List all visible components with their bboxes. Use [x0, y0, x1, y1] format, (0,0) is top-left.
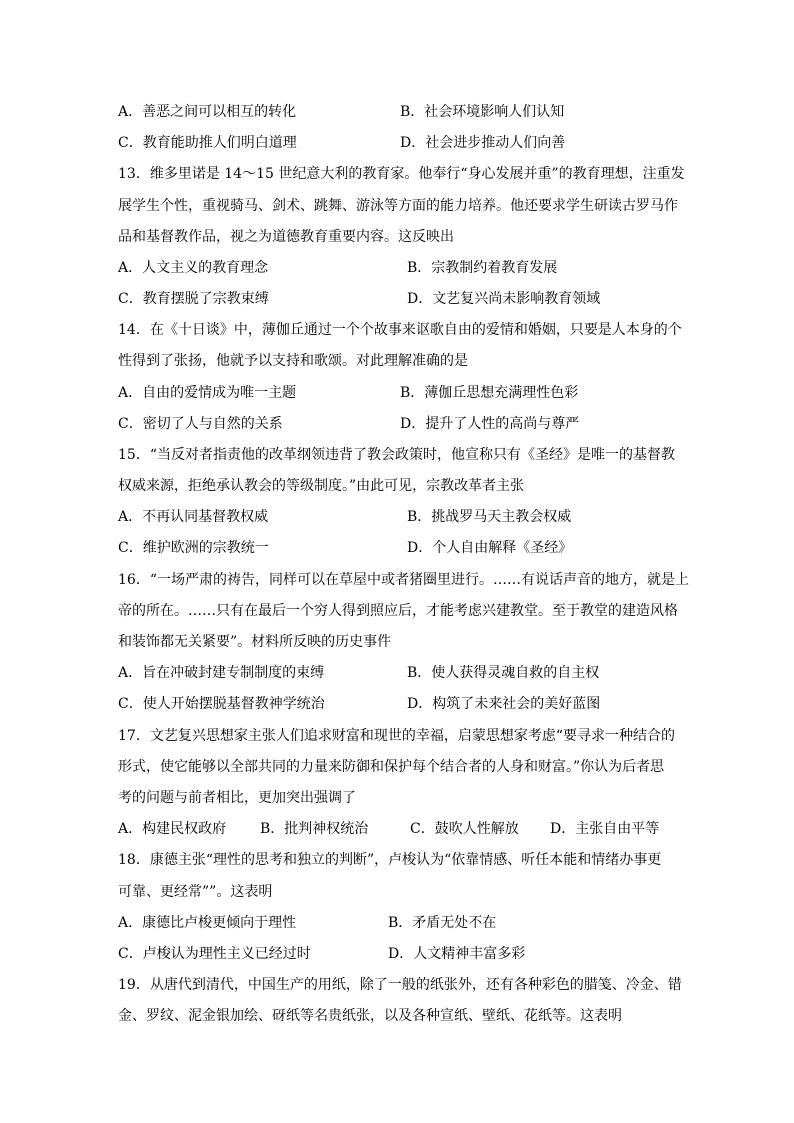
q14-option-a: A．自由的爱情成为唯一主题 [118, 385, 297, 401]
q16-stem-line-3: 和装饰都无关紧要”。材料所反映的历史事件 [118, 634, 392, 650]
q14-option-b: B．薄伽丘思想充满理性色彩 [400, 385, 579, 401]
q13-stem-line-2: 展学生个性，重视骑马、剑术、跳舞、游泳等方面的能力培养。他还要求学生研读古罗马作 [118, 198, 678, 214]
q16-option-c: C．使人开始摆脱基督教神学统治 [118, 696, 325, 712]
q15-option-a: A．不再认同基督教权威 [118, 509, 269, 525]
q18-option-c: C．卢梭认为理性主义已经过时 [118, 946, 311, 962]
q16-stem-line-1: 16．“一场严肃的祷告，同样可以在草屋中或者猪圈里进行。……有说话声音的地方，就是上 [118, 572, 689, 588]
q17-option-d: D．主张自由平等 [550, 821, 660, 837]
q15-stem-line-2: 权威来源，拒绝承认教会的等级制度。”由此可见，宗教改革者主张 [118, 478, 525, 494]
q18-stem-line-1: 18．康德主张“理性的思考和独立的判断”，卢梭认为“依靠情感、听任本能和情绪办事更 [118, 852, 662, 868]
q15-option-c: C．维护欧洲的宗教统一 [118, 540, 269, 556]
q12-option-d: D．社会进步推动人们向善 [400, 135, 566, 151]
q15-option-d: D．个人自由解释《圣经》 [407, 540, 573, 556]
q13-option-d: D．文艺复兴尚未影响教育领域 [407, 291, 601, 307]
q19-stem-line-2: 金、罗纹、泥金银加绘、砑纸等名贵纸张，以及各种宣纸、壁纸、花纸等。这表明 [118, 1008, 622, 1024]
q12-option-c: C．教育能助推人们明白道理 [118, 135, 297, 151]
q13-stem-line-1: 13．维多里诺是 14～15 世纪意大利的教育家。他奉行“身心发展并重”的教育理想，注重发 [118, 166, 685, 182]
q18-option-d: D．人文精神丰富多彩 [388, 946, 526, 962]
q17-option-b: B．批判神权统治 [260, 821, 369, 837]
q12-option-a: A．善恶之间可以相互的转化 [118, 104, 297, 120]
q14-stem-line-2: 性得到了张扬，他就予以支持和歌颂。对此理解准确的是 [118, 353, 468, 369]
q12-option-b: B．社会环境影响人们认知 [400, 104, 565, 120]
q13-option-b: B．宗教制约着教育发展 [407, 260, 558, 276]
q14-stem-line-1: 14．在《十日谈》中，薄伽丘通过一个个故事来讴歌自由的爱情和婚姻，只要是人本身的个 [118, 322, 682, 338]
q15-stem-line-1: 15．“当反对者指责他的改革纲领违背了教会政策时，他宣称只有《圣经》是唯一的基督教 [118, 447, 675, 463]
q15-option-b: B．挑战罗马天主教会权威 [407, 509, 572, 525]
q17-stem-line-3: 考的问题与前者相比，更加突出强调了 [118, 790, 356, 806]
q16-option-b: B．使人获得灵魂自救的自主权 [407, 665, 600, 681]
q18-option-b: B．矛盾无处不在 [388, 915, 497, 931]
q14-option-c: C．密切了人与自然的关系 [118, 416, 283, 432]
q16-option-a: A．旨在冲破封建专制制度的束缚 [118, 665, 325, 681]
q13-option-a: A．人文主义的教育理念 [118, 260, 269, 276]
q13-option-c: C．教育摆脱了宗教束缚 [118, 291, 269, 307]
q17-stem-line-2: 形式，使它能够以全部共同的力量来防御和保护每个结合者的人身和财富。”你认为后者思 [118, 759, 665, 775]
q18-stem-line-2: 可靠、更经常””。这表明 [118, 884, 273, 900]
q19-stem-line-1: 19．从唐代到清代，中国生产的用纸，除了一般的纸张外，还有各种彩色的腊笺、冷金、错 [118, 977, 682, 993]
q13-stem-line-3: 品和基督教作品，视之为道德教育重要内容。这反映出 [118, 229, 454, 245]
q18-option-a: A．康德比卢梭更倾向于理性 [118, 915, 297, 931]
q17-option-a: A．构建民权政府 [118, 821, 227, 837]
q16-stem-line-2: 帝的所在。……只有在最后一个穷人得到照应后，才能考虑兴建教堂。至于教堂的建造风格 [118, 603, 678, 619]
q17-stem-line-1: 17．文艺复兴思想家主张人们追求财富和现世的幸福，启蒙思想家考虑“要寻求一种结合的 [118, 728, 675, 744]
q17-option-c: C．鼓吹人性解放 [410, 821, 519, 837]
q14-option-d: D．提升了人性的高尚与尊严 [400, 416, 580, 432]
q16-option-d: D．构筑了未来社会的美好蓝图 [407, 696, 601, 712]
